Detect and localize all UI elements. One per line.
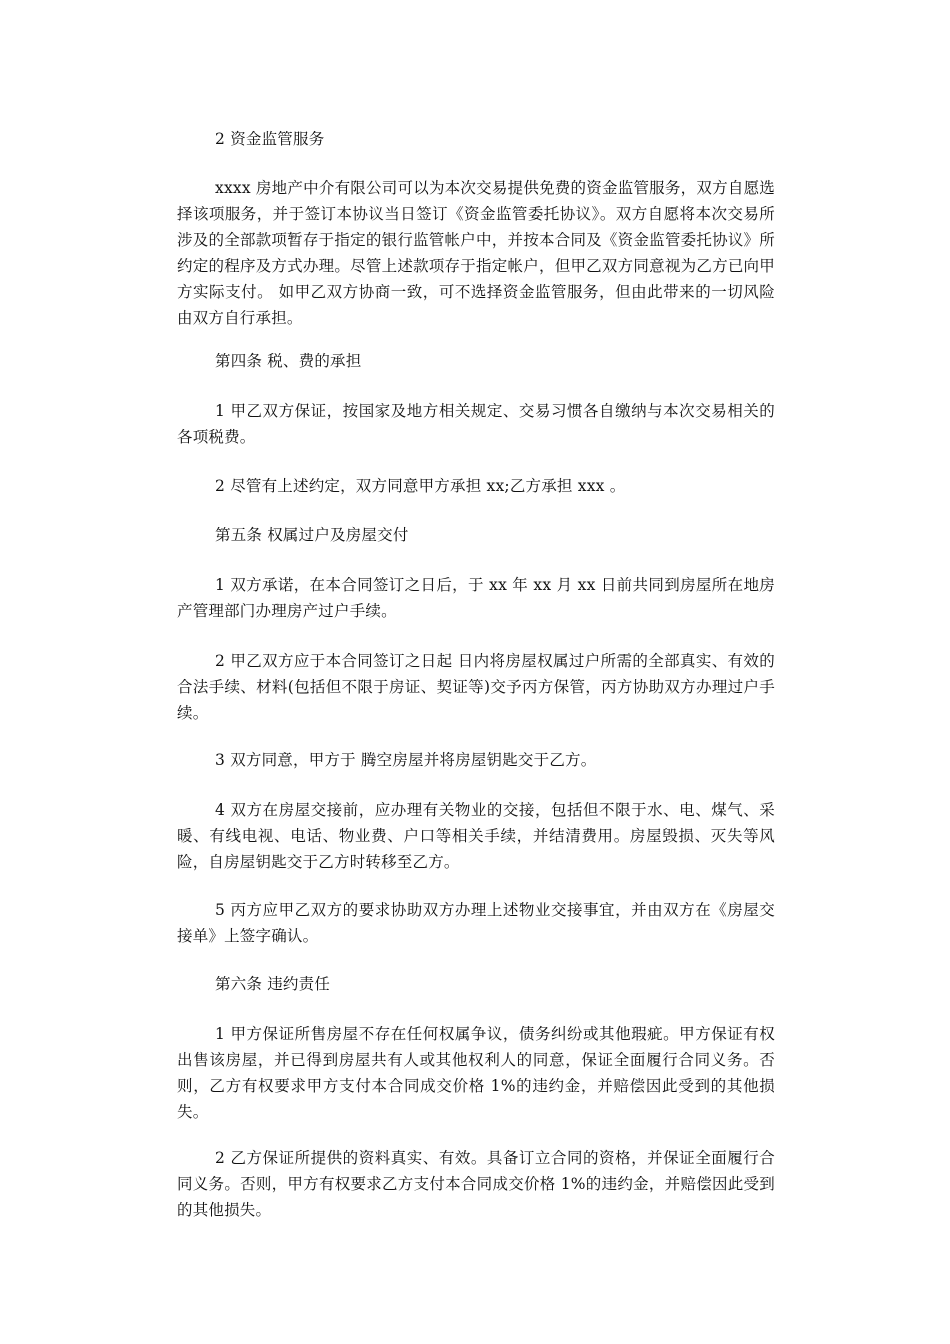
paragraph-transfer-5: 5 丙方应甲乙双方的要求协助双方办理上述物业交接事宜，并由双方在《房屋交接单》上签字确认。 [177, 901, 775, 945]
paragraph-transfer-4: 4 双方在房屋交接前，应办理有关物业的交接，包括但不限于水、电、煤气、采暖、有线电视、电话、物业费、户口等相关手续，并结清费用。房屋毁损、灭失等风险，自房屋钥匙交于乙方时转移至乙方。 [177, 801, 775, 871]
paragraph-taxes-2: 2 尽管有上述约定，双方同意甲方承担 xx;乙方承担 xxx 。 [215, 477, 626, 495]
paragraph-liability-2: 2 乙方保证所提供的资料真实、有效。具备订立合同的资格，并保证全面履行合同义务。否则，甲方有权要求乙方支付本合同成交价格 1%的违约金，并赔偿因此受到的其他损失。 [177, 1149, 775, 1219]
article-heading-transfer: 第五条 权属过户及房屋交付 [215, 526, 409, 544]
paragraph-transfer-1: 1 双方承诺，在本合同签订之日后，于 xx 年 xx 月 xx 日前共同到房屋所在地房产管理部门办理房产过户手续。 [177, 576, 775, 620]
article-heading-liability: 第六条 违约责任 [215, 975, 331, 993]
paragraph-transfer-3: 3 双方同意，甲方于 腾空房屋并将房屋钥匙交于乙方。 [215, 751, 597, 769]
paragraph-liability-1: 1 甲方保证所售房屋不存在任何权属争议，债务纠纷或其他瑕疵。甲方保证有权出售该房屋，并已得到房屋共有人或其他权利人的同意，保证全面履行合同义务。否则，乙方有权要求甲方支付本合同成交价格 1%的违约金，并赔偿因此受到的其他损失。 [177, 1025, 775, 1121]
paragraph-fund-supervision: xxxx 房地产中介有限公司可以为本次交易提供免费的资金监管服务，双方自愿选择该项服务，并于签订本协议当日签订《资金监管委托协议》。双方自愿将本次交易所涉及的全部款项暂存于指定的银行监管帐户中，并按本合同及《资金监管委托协议》所约定的程序及方式办理。尽管上述款项存于指定帐户，但甲乙双方同意视为乙方已向甲方实际支付。 如甲乙双方协商一致，可不选择资金监管服务，但由此带来的一切风险由双方自行承担。 [177, 179, 775, 327]
paragraph-taxes-1: 1 甲乙双方保证，按国家及地方相关规定、交易习惯各自缴纳与本次交易相关的各项税费。 [177, 402, 775, 446]
section-heading-fund-supervision: 2 资金监管服务 [215, 130, 325, 148]
article-heading-taxes: 第四条 税、费的承担 [215, 352, 362, 370]
paragraph-transfer-2: 2 甲乙双方应于本合同签订之日起 日内将房屋权属过户所需的全部真实、有效的合法手续、材料(包括但不限于房证、契证等)交予丙方保管，丙方协助双方办理过户手续。 [177, 652, 775, 722]
